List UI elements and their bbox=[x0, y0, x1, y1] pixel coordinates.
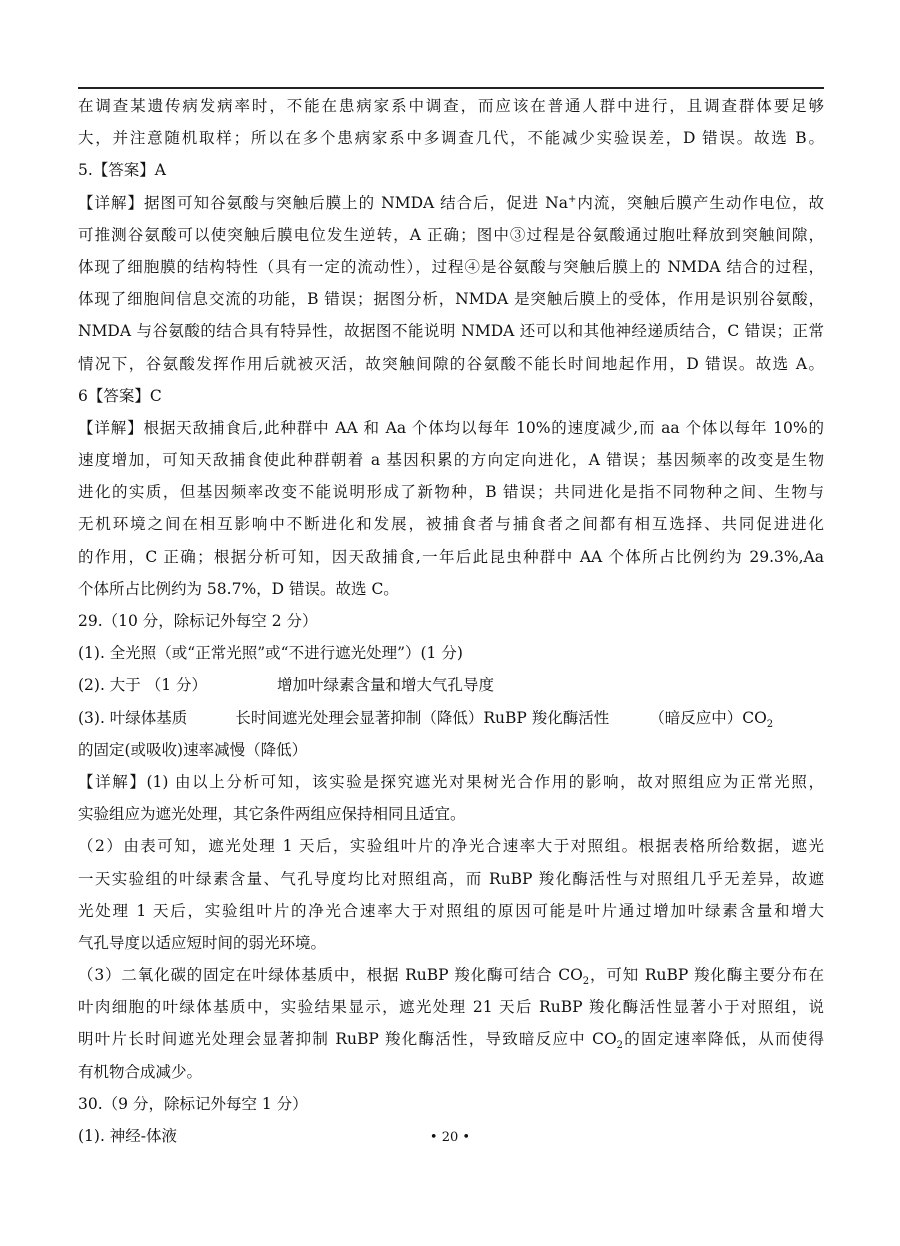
text-line: 个体所占比例约为 58.7%，D 错误。故选 C。 bbox=[78, 579, 399, 598]
header-rule bbox=[78, 87, 824, 89]
page-number: • 20 • bbox=[429, 1130, 471, 1145]
text-segment: 增加叶绿素含量和增大气孔导度 bbox=[277, 676, 495, 695]
question-30-heading: 30.（9 分，除标记外每空 1 分） bbox=[78, 1094, 308, 1113]
answer-29-1: (1). 全光照（或“正常光照”或“不进行遮光处理”）(1 分) bbox=[78, 644, 463, 663]
text-line bbox=[78, 959, 824, 991]
text-segment: 【详解】据图可知谷氨酸与突触后膜上的 NMDA 结合后，促进 Na bbox=[78, 193, 568, 212]
text-line: 体现了细胞膜的结构特性（具有一定的流动性），过程④是谷氨酸与突触后膜上的 NMDA 结合的过程， bbox=[78, 257, 824, 276]
text-segment: 长时间遮光处理会显著抑制（降低）RuBP 羧化酶活性 bbox=[235, 708, 610, 727]
answer-6-heading: 6【答案】C bbox=[78, 386, 162, 405]
text-line: 有机物合成减少。 bbox=[78, 1062, 203, 1081]
text-segment: ，可知 RuBP 羧化酶主要分布在 bbox=[589, 966, 824, 985]
superscript-plus: + bbox=[567, 193, 577, 205]
text-line: 光处理 1 天后，实验组叶片的净光合速率大于对照组的原因可能是叶片通过增加叶绿素含量和增大 bbox=[78, 901, 824, 920]
subscript-2: 2 bbox=[766, 718, 774, 730]
answer-text-body bbox=[78, 90, 824, 1152]
text-line: 的作用，C 正确；根据分析可知，因天敌捕食,一年后此昆虫种群中 AA 个体所占比例约为 29.3%,Aa bbox=[78, 547, 824, 566]
text-segment: (2). 大于 （1 分） bbox=[78, 676, 208, 695]
text-line: 体现了细胞间信息交流的功能，B 错误；据图分析，NMDA 是突触后膜上的受体，作用是识别谷氨酸， bbox=[78, 290, 824, 309]
answer-30-1: (1). 神经-体液 bbox=[78, 1127, 178, 1145]
subscript-2: 2 bbox=[616, 1040, 624, 1052]
text-segment: 的固定速率降低，从而使得 bbox=[623, 1030, 824, 1049]
text-line: 进化的实质，但基因频率改变不能说明形成了新物种，B 错误；共同进化是指不同物种之间、生物与 bbox=[78, 483, 824, 502]
text-segment: （3）二氧化碳的固定在叶绿体基质中，根据 RuBP 羧化酶可结合 CO bbox=[78, 966, 583, 985]
text-segment: (3). 叶绿体基质 bbox=[78, 708, 188, 727]
text-line: 速度增加，可知天敌捕食使此种群朝着 a 基因积累的方向定向进化，A 错误；基因频率的改变是生物 bbox=[78, 451, 824, 470]
text-line: 情况下，谷氨酸发挥作用后就被灭活，故突触间隙的谷氨酸不能长时间地起作用，D 错误。故选 A。 bbox=[78, 354, 824, 373]
text-line: 可推测谷氨酸可以使突触后膜电位发生逆转，A 正确；图中③过程是谷氨酸通过胞吐释放到突触间隙， bbox=[78, 225, 824, 244]
text-line: 实验组应为遮光处理，其它条件两组应保持相同且适宜。 bbox=[78, 805, 466, 824]
text-line: 的固定(或吸收)速率减慢（降低） bbox=[78, 740, 308, 759]
text-line: 在调查某遗传病发病率时，不能在患病家系中调查，而应该在普通人群中进行，且调查群体要足够 bbox=[78, 97, 824, 115]
text-line bbox=[78, 187, 824, 219]
text-line: 叶肉细胞的叶绿体基质中，实验结果显示，遮光处理 21 天后 RuBP 羧化酶活性显著小于对照组，说 bbox=[78, 998, 824, 1017]
answer-29-2 bbox=[78, 669, 824, 701]
subscript-2: 2 bbox=[582, 976, 590, 988]
text-line: 【详解】根据天敌捕食后,此种群中 AA 和 Aa 个体均以每年 10%的速度减少,而 aa 个体以每年 10%的 bbox=[78, 418, 824, 437]
question-29-heading: 29.（10 分，除标记外每空 2 分） bbox=[78, 612, 318, 630]
answer-29-3 bbox=[78, 702, 824, 734]
text-segment: （暗反应中）CO bbox=[649, 708, 767, 727]
text-line: 无机环境之间在相互影响中不断进化和发展，被捕食者与捕食者之间都有相互选择、共同促进进化 bbox=[78, 515, 824, 534]
text-line bbox=[78, 1023, 824, 1055]
text-line: NMDA 与谷氨酸的结合具有特异性，故据图不能说明 NMDA 还可以和其他神经递质结合，C 错误；正常 bbox=[78, 322, 824, 341]
answer-5-heading: 5.【答案】A bbox=[78, 161, 166, 180]
text-line: 气孔导度以适应短时间的弱光环境。 bbox=[78, 933, 327, 952]
text-segment: 明叶片长时间遮光处理会显著抑制 RuBP 羧化酶活性，导致暗反应中 CO bbox=[78, 1030, 617, 1049]
text-segment: 内流，突触后膜产生动作电位，故 bbox=[576, 193, 824, 212]
text-line: 一天实验组的叶绿素含量、气孔导度均比对照组高，而 RuBP 羧化酶活性与对照组几乎无差异，故遮 bbox=[78, 869, 824, 888]
text-line: 【详解】(1) 由以上分析可知，该实验是探究遮光对果树光合作用的影响，故对照组应为正常光照， bbox=[78, 772, 824, 791]
text-line: （2）由表可知，遮光处理 1 天后，实验组叶片的净光合速率大于对照组。根据表格所给数据，遮光 bbox=[78, 837, 824, 856]
text-line: 大，并注意随机取样；所以在多个患病家系中多调查几代，不能减少实验误差，D 错误。故选 B。 bbox=[78, 129, 824, 148]
